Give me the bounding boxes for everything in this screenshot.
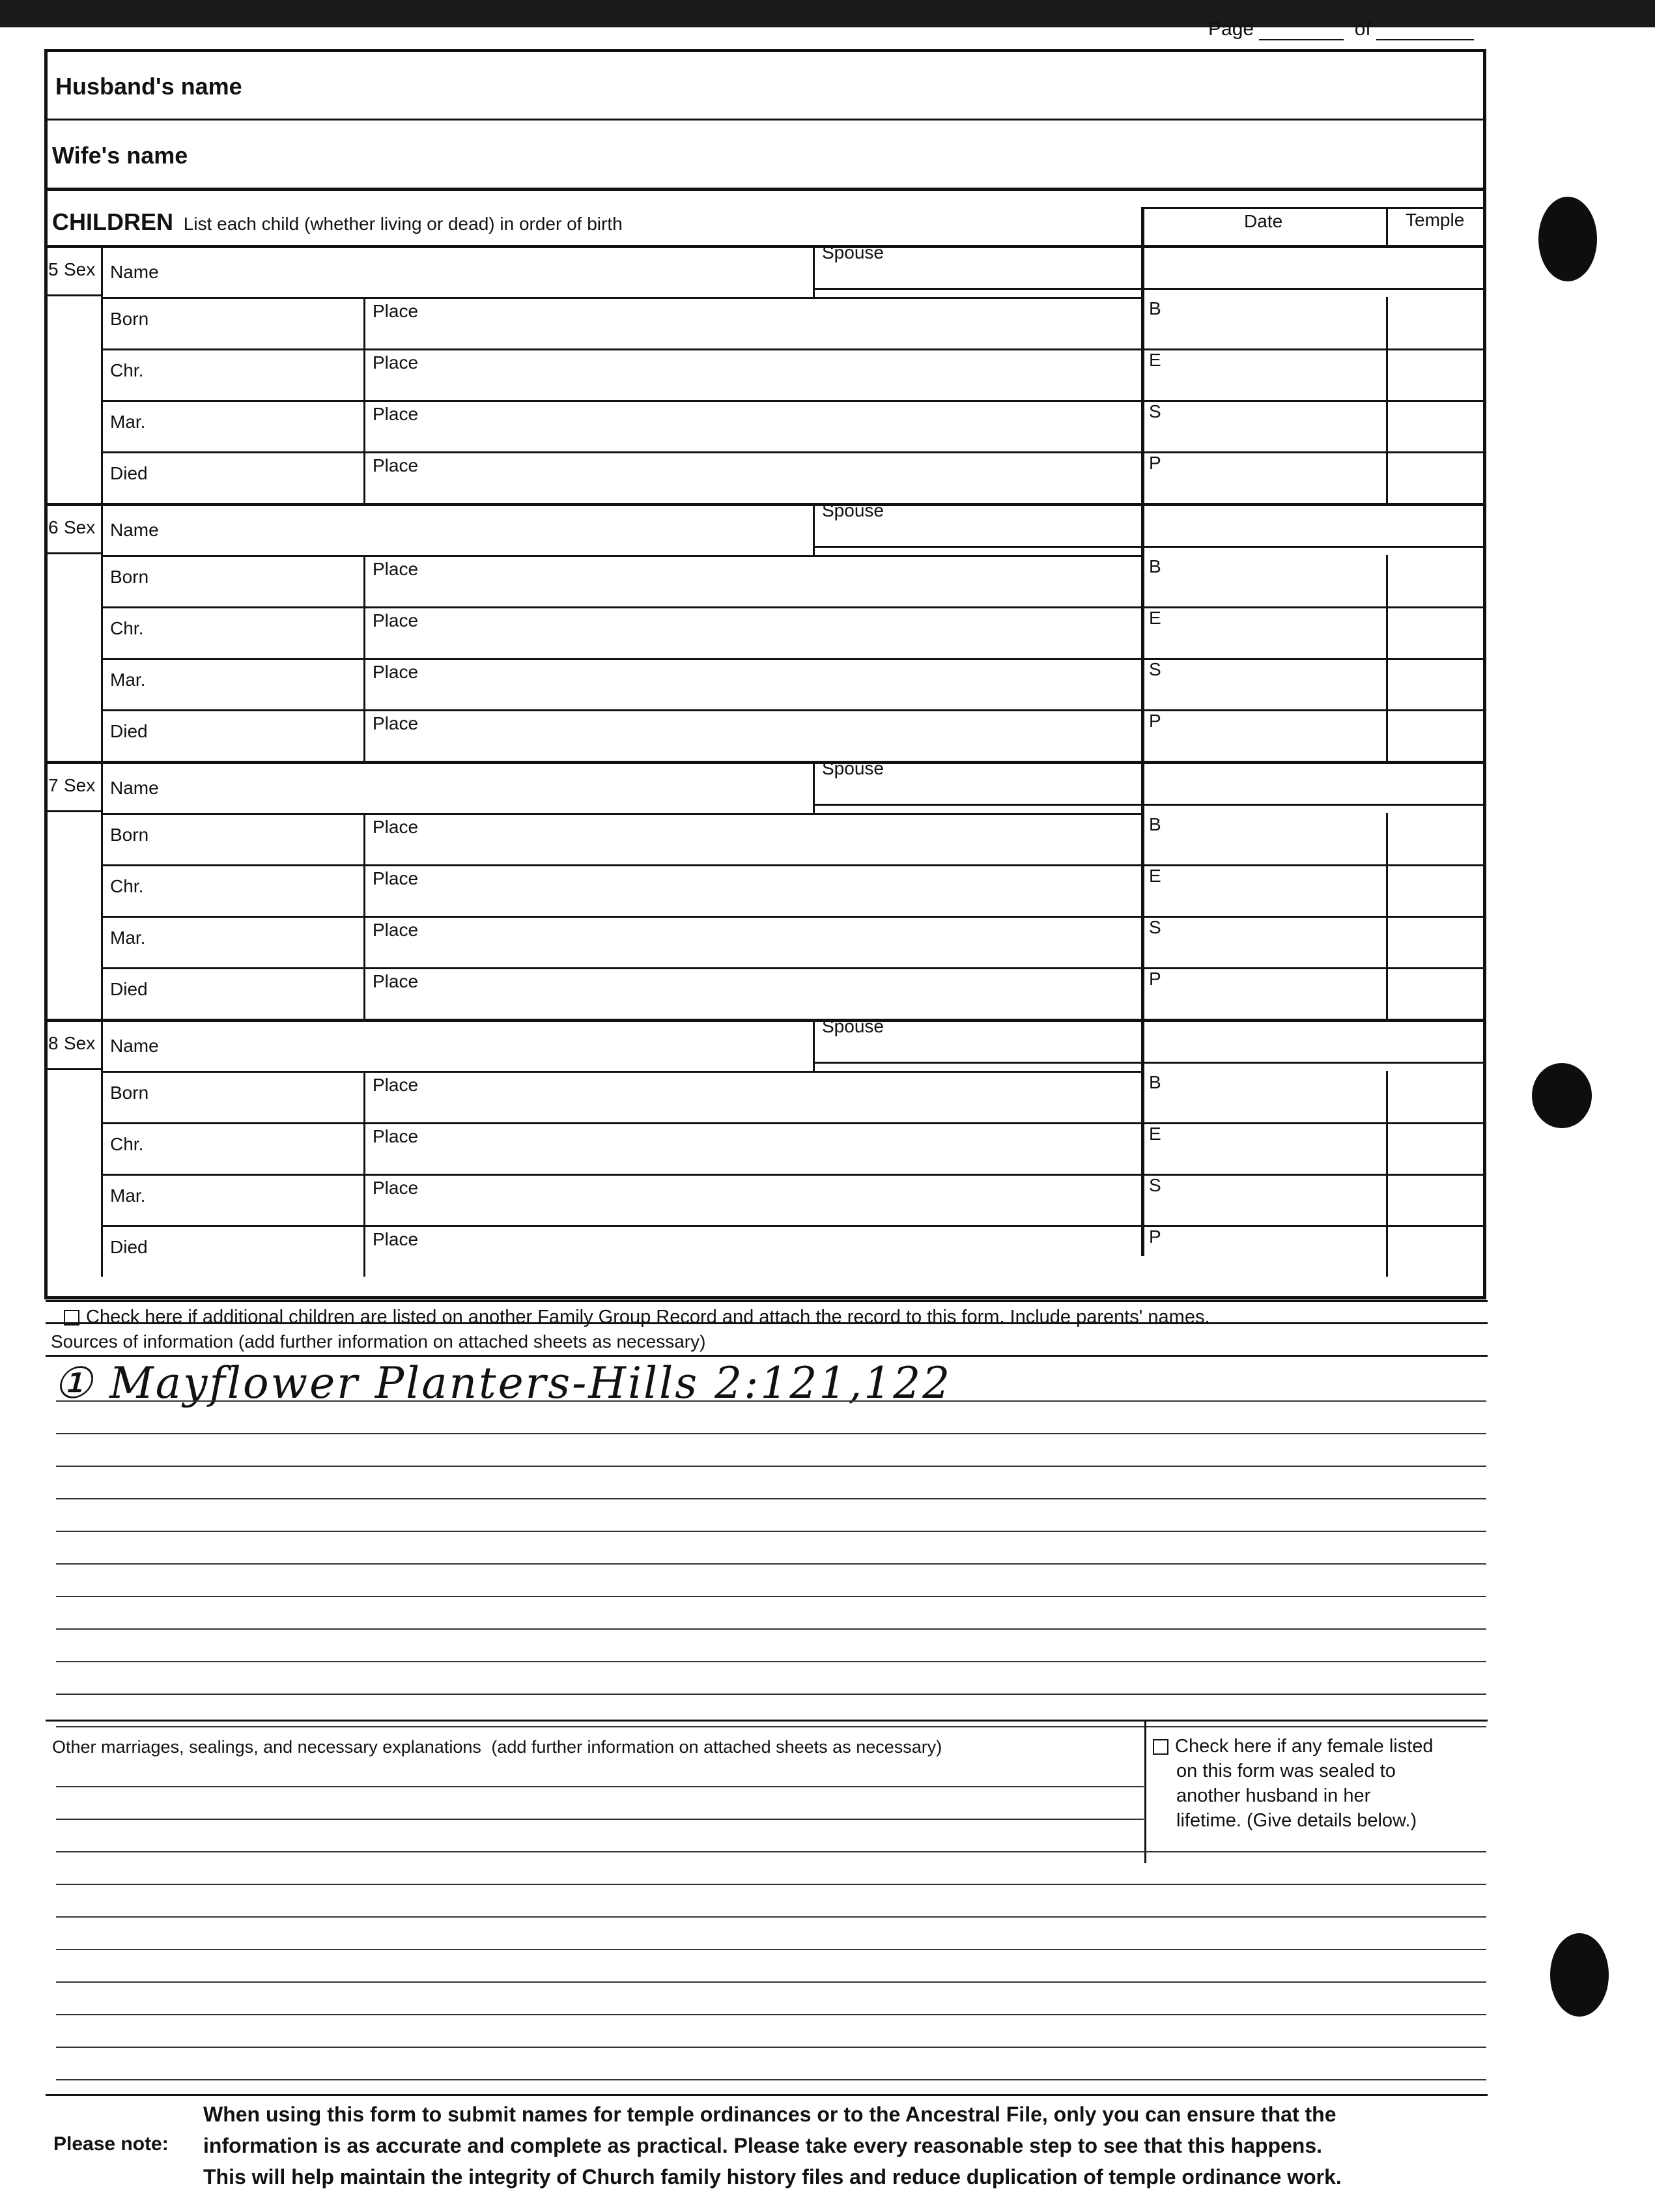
event-label-divider — [363, 1071, 365, 1122]
child-name-label: Name — [110, 262, 159, 282]
child-sex-label: Sex — [64, 1033, 96, 1053]
sealing-check-line3: another husband in her — [1176, 1785, 1371, 1806]
child-number: 6 — [48, 517, 59, 537]
place-label: Place — [373, 713, 419, 733]
sealing-check — [1153, 1734, 1434, 1833]
event-label: Died — [110, 1237, 148, 1257]
event-label: Born — [110, 1083, 149, 1103]
punch-hole-top — [1538, 197, 1597, 281]
event-row-divider — [101, 864, 1485, 866]
sources-header — [51, 1331, 705, 1352]
place-label: Place — [373, 868, 419, 888]
date-header-top — [1141, 207, 1485, 209]
place-label: Place — [373, 455, 419, 475]
name-row-divider-main — [101, 297, 1141, 299]
name-row-divider-main — [101, 1071, 1141, 1073]
source-entry-1: ① Mayflower Planters-Hills 2:121,122 — [53, 1358, 952, 1408]
sealing-check-bold: lifetime. — [1176, 1810, 1241, 1831]
page-number-line — [1208, 18, 1474, 40]
event-row-divider — [101, 1174, 1485, 1176]
name-row-divider — [46, 294, 101, 296]
form-bottom-rule — [46, 1300, 1488, 1302]
event-row-divider — [101, 967, 1485, 969]
other-marriages-line[interactable] — [56, 2079, 1486, 2080]
name-row-divider — [46, 810, 101, 812]
sources-subtitle: (add further information on attached sheets as necessary) — [238, 1331, 706, 1352]
event-label: Died — [110, 979, 148, 999]
temple-divider — [1386, 606, 1388, 658]
spouse-row-divider — [813, 1062, 1485, 1064]
other-marriages-line[interactable] — [56, 1949, 1486, 1950]
child-spouse-label: Spouse — [822, 242, 884, 262]
event-label: Chr. — [110, 876, 144, 896]
place-label: Place — [373, 352, 419, 373]
other-marriages-line[interactable] — [56, 1819, 1144, 1820]
temple-divider — [1386, 1071, 1388, 1122]
ordinance-letter: B — [1149, 814, 1161, 834]
temple-column-header: Temple — [1406, 210, 1465, 230]
temple-divider — [1386, 555, 1388, 606]
child-block-divider — [46, 503, 1485, 506]
source-line[interactable] — [56, 1661, 1486, 1662]
punch-hole-bottom — [1550, 1933, 1609, 2017]
temple-divider — [1386, 813, 1388, 864]
sealing-check-line4: (Give details below.) — [1246, 1810, 1417, 1831]
place-label: Place — [373, 662, 419, 682]
child-spouse-label: Spouse — [822, 758, 884, 778]
event-row-divider — [101, 348, 1485, 350]
place-label: Place — [373, 1075, 419, 1095]
event-label: Chr. — [110, 360, 144, 380]
date-column-left-edge — [1141, 207, 1144, 1256]
ordinance-letter: S — [1149, 401, 1161, 421]
event-label: Born — [110, 309, 149, 329]
ordinance-letter: B — [1149, 1072, 1161, 1092]
event-label-divider — [363, 348, 365, 400]
child-number: 7 — [48, 775, 59, 795]
sealing-check-line2: on this form was sealed to — [1176, 1761, 1396, 1781]
place-label: Place — [373, 1229, 419, 1249]
name-row-divider-main — [101, 813, 1141, 815]
event-label: Mar. — [110, 1185, 146, 1206]
temple-divider — [1386, 400, 1388, 451]
note-top-rule — [46, 2094, 1488, 2096]
children-title: CHILDREN — [52, 208, 173, 235]
name-row-divider-main — [101, 555, 1141, 557]
child-sex-label: Sex — [64, 259, 96, 279]
child-block-divider — [46, 1019, 1485, 1022]
spouse-row-divider — [813, 804, 1485, 806]
sources-top-rule — [46, 1322, 1488, 1324]
child-block-divider — [46, 761, 1485, 764]
of-label: of — [1354, 18, 1371, 40]
children-header — [52, 208, 623, 236]
temple-divider — [1386, 1174, 1388, 1225]
ordinance-letter: S — [1149, 1175, 1161, 1195]
child-sex-divider — [101, 503, 103, 761]
child-sex-divider — [101, 245, 103, 503]
child-name-field[interactable] — [238, 259, 759, 281]
source-line[interactable] — [56, 1563, 1486, 1565]
event-label-divider — [363, 555, 365, 606]
sealing-check-line1: Check here if any female listed — [1175, 1736, 1434, 1757]
punch-hole-middle — [1532, 1063, 1592, 1128]
event-row-divider — [101, 709, 1485, 711]
event-label: Born — [110, 567, 149, 587]
event-label-divider — [363, 864, 365, 916]
event-row-divider — [101, 658, 1485, 660]
other-marriages-line[interactable] — [56, 2047, 1486, 2048]
event-label: Chr. — [110, 618, 144, 638]
source-line[interactable] — [56, 1400, 1486, 1402]
note-line-3: This will help maintain the integrity of Church family history files and reduce duplication of temple ordinance work. — [203, 2165, 1342, 2189]
event-label-divider — [363, 709, 365, 761]
event-label: Chr. — [110, 1134, 144, 1154]
child-spouse-label: Spouse — [822, 1016, 884, 1036]
event-label-divider — [363, 813, 365, 864]
event-label-divider — [363, 916, 365, 967]
source-line[interactable] — [56, 1726, 1486, 1727]
ordinance-letter: P — [1149, 1227, 1161, 1247]
event-row-divider — [101, 451, 1485, 453]
children-header-divider — [46, 245, 1485, 248]
other-marriages-header — [52, 1737, 942, 1757]
children-form-frame — [44, 49, 1486, 1299]
source-line[interactable] — [56, 1433, 1486, 1434]
temple-divider — [1386, 1122, 1388, 1174]
note-line-2: information is as accurate and complete as practical. Please take every reasonable step to see that this happens. — [203, 2134, 1323, 2157]
place-label: Place — [373, 817, 419, 837]
wife-name-label: Wife's name — [52, 142, 188, 169]
event-label-divider — [363, 400, 365, 451]
child-spouse-label: Spouse — [822, 500, 884, 520]
page-total-blank[interactable] — [1376, 39, 1474, 40]
child-name-label: Name — [110, 520, 159, 540]
event-label-divider — [363, 451, 365, 503]
event-label-divider — [363, 658, 365, 709]
source-line[interactable] — [56, 1694, 1486, 1695]
child-sex-divider — [101, 1019, 103, 1277]
sources-header-rule — [46, 1355, 1488, 1357]
date-column-header: Date — [1244, 211, 1283, 231]
name-row-divider — [46, 1068, 101, 1070]
ordinance-letter: E — [1149, 608, 1161, 628]
place-label: Place — [373, 971, 419, 991]
sources-title: Sources of information — [51, 1331, 234, 1352]
additional-children-check — [64, 1307, 1210, 1328]
event-label: Died — [110, 721, 148, 741]
other-marriages-subtitle: (add further information on attached sheets as necessary) — [491, 1737, 942, 1757]
place-label: Place — [373, 404, 419, 424]
place-label: Place — [373, 920, 419, 940]
event-row-divider — [101, 916, 1485, 918]
child-sex-divider — [101, 761, 103, 1019]
page-number-blank[interactable] — [1259, 39, 1344, 40]
ordinance-letter: E — [1149, 866, 1161, 886]
other-marriages-line[interactable] — [56, 1916, 1486, 1918]
ordinance-letter: B — [1149, 556, 1161, 576]
temple-divider — [1386, 709, 1388, 761]
event-label: Mar. — [110, 670, 146, 690]
note-label: Please note: — [53, 2133, 169, 2155]
other-marriages-line[interactable] — [56, 1884, 1486, 1885]
temple-divider — [1386, 916, 1388, 967]
other-marriages-line[interactable] — [56, 2014, 1486, 2015]
additional-children-text: Check here if additional children are listed on another Family Group Record and attach the record to this form. Include parents' names. — [86, 1307, 1210, 1327]
event-row-divider — [101, 606, 1485, 608]
source-line[interactable] — [56, 1596, 1486, 1597]
name-row-divider — [46, 552, 101, 554]
other-marriages-title: Other marriages, sealings, and necessary explanations — [52, 1737, 481, 1757]
event-label: Mar. — [110, 928, 146, 948]
other-marriages-line[interactable] — [56, 1851, 1486, 1852]
event-label-divider — [363, 606, 365, 658]
place-label: Place — [373, 1178, 419, 1198]
place-label: Place — [373, 610, 419, 631]
child-name-field[interactable] — [238, 1033, 759, 1055]
event-row-divider — [101, 400, 1485, 402]
ordinance-letter: P — [1149, 711, 1161, 731]
temple-divider — [1386, 967, 1388, 1019]
temple-divider — [1386, 658, 1388, 709]
page-label: Page — [1208, 18, 1254, 40]
event-label-divider — [363, 1122, 365, 1174]
place-label: Place — [373, 301, 419, 321]
temple-column-left-edge — [1386, 207, 1388, 245]
temple-divider — [1386, 297, 1388, 348]
ordinance-letter: S — [1149, 659, 1161, 679]
other-marriages-top-rule — [46, 1720, 1488, 1722]
source-line[interactable] — [56, 1628, 1486, 1630]
child-name-label: Name — [110, 1036, 159, 1056]
wife-divider — [46, 188, 1485, 191]
sealing-checkbox[interactable] — [1153, 1739, 1168, 1755]
note-text — [203, 2099, 1428, 2192]
husband-name-label: Husband's name — [55, 73, 242, 100]
spouse-row-divider — [813, 288, 1485, 290]
ordinance-letter: P — [1149, 969, 1161, 989]
event-label-divider — [363, 1174, 365, 1225]
event-label-divider — [363, 967, 365, 1019]
note-line-1: When using this form to submit names for temple ordinances or to the Ancestral File, only you can ensure that the — [203, 2103, 1337, 2126]
child-number: 5 — [48, 259, 59, 279]
other-marriages-line[interactable] — [56, 1786, 1144, 1787]
source-line[interactable] — [56, 1498, 1486, 1499]
child-number: 8 — [48, 1033, 59, 1053]
ordinance-letter: E — [1149, 1124, 1161, 1144]
child-name-field[interactable] — [238, 517, 759, 539]
source-line[interactable] — [56, 1466, 1486, 1467]
event-label-divider — [363, 1225, 365, 1277]
sealing-box-divider — [1144, 1721, 1146, 1863]
husband-divider — [46, 119, 1485, 121]
place-label: Place — [373, 559, 419, 579]
child-name-label: Name — [110, 778, 159, 798]
place-label: Place — [373, 1126, 419, 1146]
child-sex-label: Sex — [64, 775, 96, 795]
source-line[interactable] — [56, 1531, 1486, 1532]
children-subtitle: List each child (whether living or dead) in order of birth — [183, 214, 623, 234]
event-row-divider — [101, 1225, 1485, 1227]
ordinance-letter: S — [1149, 917, 1161, 937]
temple-divider — [1386, 1225, 1388, 1277]
event-label: Mar. — [110, 412, 146, 432]
child-name-field[interactable] — [238, 775, 759, 797]
event-label-divider — [363, 297, 365, 348]
event-label: Born — [110, 825, 149, 845]
ordinance-letter: B — [1149, 298, 1161, 319]
ordinance-letter: P — [1149, 453, 1161, 473]
temple-divider — [1386, 451, 1388, 503]
event-row-divider — [101, 1122, 1485, 1124]
temple-divider — [1386, 864, 1388, 916]
ordinance-letter: E — [1149, 350, 1161, 370]
spouse-row-divider — [813, 546, 1485, 548]
temple-divider — [1386, 348, 1388, 400]
other-marriages-line[interactable] — [56, 1981, 1486, 1983]
child-sex-label: Sex — [64, 517, 96, 537]
event-label: Died — [110, 463, 148, 483]
